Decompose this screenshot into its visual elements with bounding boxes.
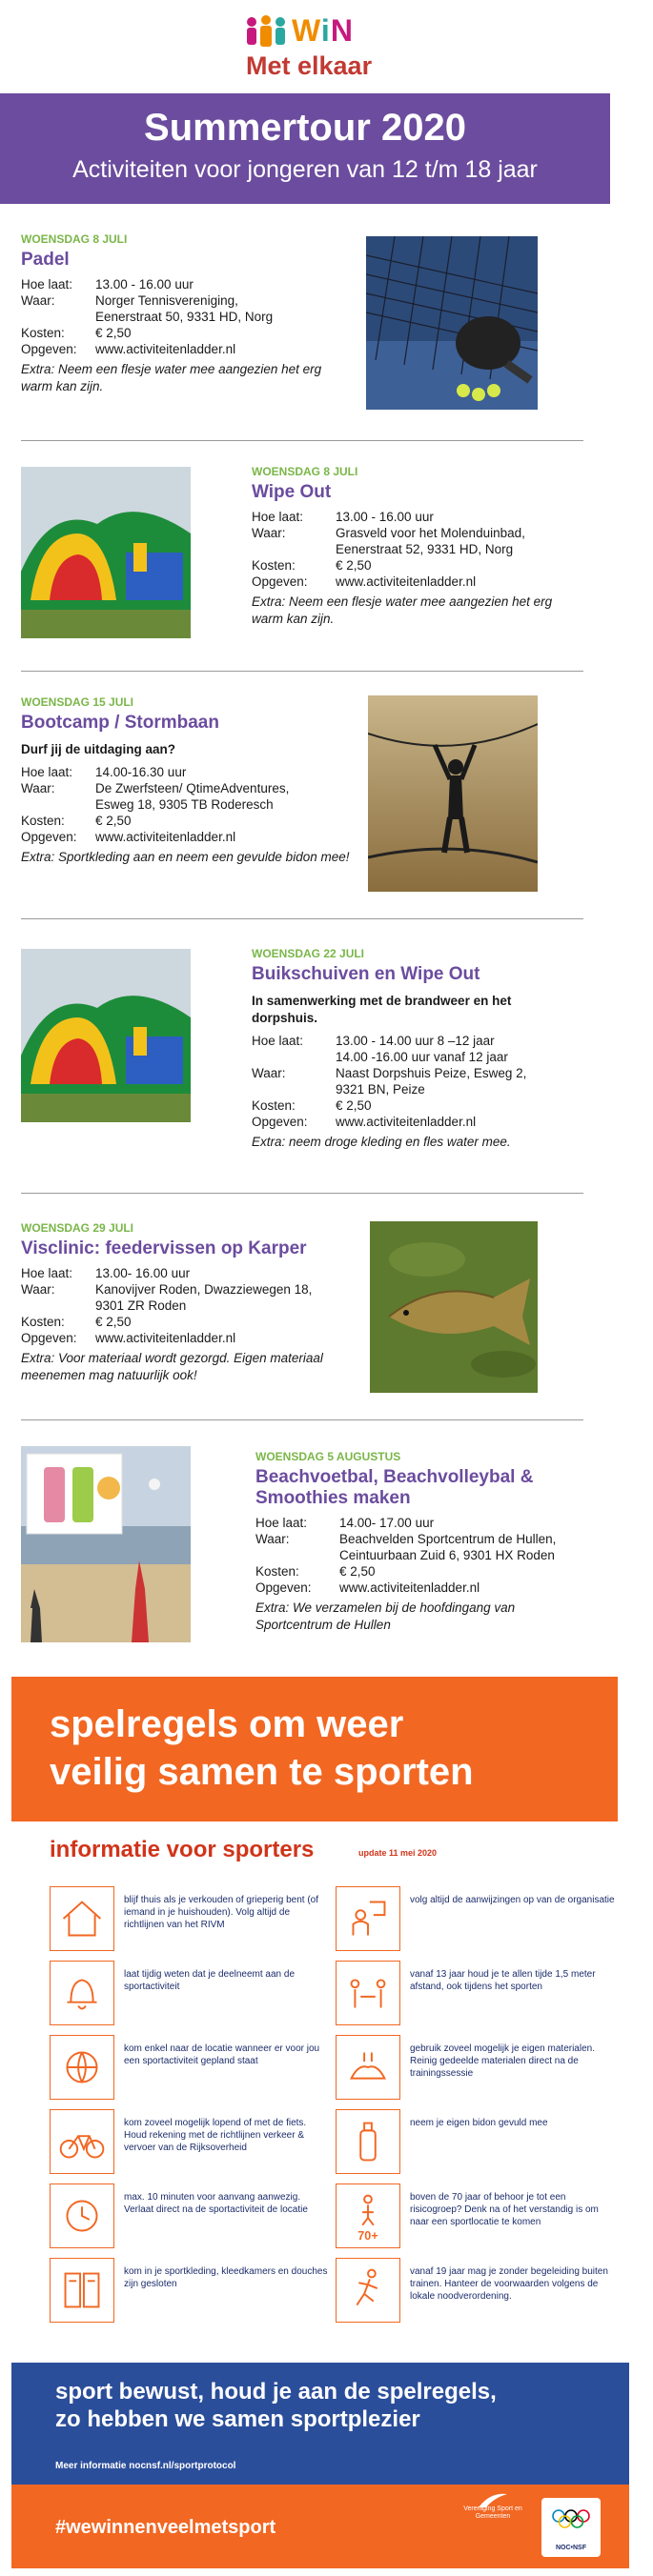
bell-icon: [51, 1962, 113, 2024]
activity-intro: In samenwerking met de brandweer en het dorpshuis.: [252, 994, 512, 1025]
activity-extra: Extra: Neem een flesje water mee aangezien het erg warm kan zijn.: [252, 594, 553, 626]
activity-extra: Extra: neem droge kleding en fles water mee.: [252, 1135, 511, 1149]
activity-extra: Extra: Voor materiaal wordt gezorgd. Eigen materiaal meenemen mag natuurlijk ook!: [21, 1351, 323, 1382]
olympic-rings-icon: [550, 2507, 592, 2530]
page-title: Summertour 2020: [144, 107, 466, 149]
signup-link[interactable]: www.activiteitenladder.nl: [336, 574, 477, 589]
activity-date: WOENSDAG 29 JULI: [21, 1221, 134, 1235]
poster-header: [11, 1677, 618, 1821]
bottle-icon: [337, 2110, 399, 2173]
bicycle-icon: [51, 2110, 113, 2173]
poster-blue-banner: [11, 2363, 629, 2485]
activity-title: Bootcamp / Stormbaan: [21, 713, 219, 733]
house-icon: [51, 1887, 113, 1950]
signup-link[interactable]: www.activiteitenladder.nl: [95, 830, 236, 844]
activity-date: WOENSDAG 5 AUGUSTUS: [255, 1450, 401, 1463]
activity-extra: Extra: Sportkleding aan en neem een gevulde bidon mee!: [21, 850, 350, 864]
activity-visclinic: [21, 1221, 374, 1384]
runner-icon: [337, 2259, 399, 2322]
activity-details: Hoe laat: 14.00- 17.00 uur Waar: Beachvelden Sportcentrum de Hullen, Ceintuurbaan Zuid 6, 9301 HX Roden Kosten: € 2,50 Opgeven: www.activiteitenladder.nl: [255, 1516, 557, 1595]
noc-nsf-logo: NOC•NSF: [541, 2498, 601, 2557]
vsg-label: Vereniging Sport en Gemeenten: [463, 2506, 522, 2520]
buikschuiven-photo: [21, 949, 191, 1122]
activity-title: Padel: [21, 250, 70, 270]
divider: [21, 1193, 583, 1194]
activity-details: Hoe laat: 13.00 - 14.00 uur 8 –12 jaar 14.00 -16.00 uur vanaf 12 jaar Waar: Naast Dorpshuis Peize, Esweg 2, 9321 BN, Peize Kosten: € 2,50 Opgeven: www.activiteitenladder.nl: [252, 1034, 527, 1129]
poster-footer: [11, 2485, 629, 2568]
activity-details: Hoe laat: 13.00 - 16.00 uur Waar: Grasveld voor het Molenduinbad, Eenerstraat 52, 9331 HD, Norg Kosten: € 2,50 Opgeven: www.activiteitenladder.nl: [252, 510, 525, 589]
rule-bike: kom zoveel mogelijk lopend of met de fiets. Houd rekening met de richtlijnen verkeer & vervoer van de Rijksoverheid: [50, 2109, 336, 2176]
divider: [21, 440, 583, 441]
divider: [21, 1419, 583, 1420]
locker-icon: [51, 2259, 113, 2322]
rule-ten-minutes: max. 10 minuten voor aanvang aanwezig. Verlaat direct na de sportactiviteit de locatie: [50, 2184, 336, 2250]
poster-headline: spelregels om weer veilig samen te sporten: [50, 1703, 474, 1793]
activity-date: WOENSDAG 22 JULI: [252, 947, 365, 960]
svg-text:70+: 70+: [357, 2229, 378, 2244]
rule-stay-home: blijf thuis als je verkouden of grieperig bent (of iemand in je huishouden). Volg altijd de richtlijnen van het RIVM: [50, 1886, 336, 1953]
rule-register: laat tijdig weten dat je deelneemt aan de sportactiviteit: [50, 1961, 336, 2027]
activity-bootcamp: [21, 695, 364, 866]
activity-date: WOENSDAG 8 JULI: [252, 465, 358, 478]
divider: [21, 671, 583, 672]
rule-outside-training: vanaf 19 jaar mag je zonder begeleiding buiten trainen. Hanteer de voorwaarden volgens de lokale noodverordening.: [336, 2258, 622, 2324]
spelregels-poster: [11, 1677, 629, 2563]
activity-details: Hoe laat: 14.00-16.30 uur Waar: De Zwerfsteen/ QtimeAdventures, Esweg 18, 9305 TB Roderesch Kosten: € 2,50 Opgeven: www.activiteitenladder.nl: [21, 765, 290, 844]
activity-details: Hoe laat: 13.00 - 16.00 uur Waar: Norger Tennisvereniging, Eenerstraat 50, 9331 HD, Norg Kosten: € 2,50 Opgeven: www.activiteitenladder.nl: [21, 277, 274, 356]
logo-win-text: WiN: [292, 13, 354, 48]
bootcamp-photo: [368, 695, 538, 892]
people-figures-icon: [244, 15, 288, 50]
rule-instructions: volg altijd de aanwijzingen op van de organisatie: [336, 1886, 622, 1953]
activity-extra: Extra: Neem een flesje water mee aangezien het erg warm kan zijn.: [21, 362, 322, 393]
distance-icon: [337, 1962, 399, 2024]
rule-distance: vanaf 13 jaar houd je te allen tijde 1,5 meter afstand, ook tijdens het sporten: [336, 1961, 622, 2027]
activity-wipe-out: [252, 465, 576, 628]
activity-date: WOENSDAG 8 JULI: [21, 232, 128, 246]
divider: [21, 918, 583, 919]
elderly-icon: [337, 2184, 399, 2247]
rule-planned-only: kom enkel naar de locatie wanneer er voor jou een sportactiviteit gepland staat: [50, 2035, 336, 2102]
hands-wash-icon: [337, 2036, 399, 2099]
activity-title: Beachvoetbal, Beachvolleybal & Smoothies maken: [255, 1467, 534, 1508]
clock-icon: [51, 2184, 113, 2247]
activity-intro: Durf jij de uitdaging aan?: [21, 742, 175, 756]
rule-sport-clothes: kom in je sportkleding, kleedkamers en douches zijn gesloten: [50, 2258, 336, 2324]
activity-title: Wipe Out: [252, 482, 332, 502]
instructor-icon: [337, 1887, 399, 1950]
activity-title: Buikschuiven en Wipe Out: [252, 964, 480, 984]
rule-bidon: neem je eigen bidon gevuld mee: [336, 2109, 622, 2176]
signup-link[interactable]: www.activiteitenladder.nl: [339, 1580, 480, 1595]
info-heading: informatie voor sporters: [50, 1837, 315, 1862]
rule-own-materials: gebruik zoveel mogelijk je eigen materialen. Reinig gedeelde materialen direct na de trainingssessie: [336, 2035, 622, 2102]
activity-beach: [255, 1450, 589, 1634]
activity-extra: Extra: We verzamelen bij de hoofdingang van Sportcentrum de Hullen: [255, 1600, 516, 1632]
activity-buikschuiven: [252, 947, 576, 1151]
rule-risk-group: 70+ boven de 70 jaar of behoor je tot een risicogroep? Denk na of het verstandig is om naar een sportlocatie te komen: [336, 2184, 622, 2250]
slogan: sport bewust, houd je aan de spelregels, zo hebben we samen sportplezier: [55, 2379, 497, 2432]
beach-photo: [21, 1446, 191, 1642]
info-date: update 11 mei 2020: [358, 1848, 438, 1858]
activity-title: Visclinic: feedervissen op Karper: [21, 1238, 307, 1258]
more-info-link[interactable]: Meer informatie nocnsf.nl/sportprotocol: [55, 2461, 236, 2471]
carp-fish-photo: [370, 1221, 538, 1393]
win-logo: [244, 11, 387, 80]
activity-details: Hoe laat: 13.00- 16.00 uur Waar: Kanovijver Roden, Dwazziewegen 18, 9301 ZR Roden Kosten: € 2,50 Opgeven: www.activiteitenladder.nl: [21, 1266, 313, 1345]
hashtag: #wewinnenveelmetsport: [55, 2517, 276, 2538]
title-banner: [0, 93, 610, 204]
logo-subtitle: Met elkaar: [246, 51, 373, 80]
padel-photo: [366, 236, 538, 410]
signup-link[interactable]: www.activiteitenladder.nl: [336, 1115, 477, 1129]
wipeout-photo: [21, 467, 191, 638]
signup-link[interactable]: www.activiteitenladder.nl: [95, 342, 236, 356]
signup-link[interactable]: www.activiteitenladder.nl: [95, 1331, 236, 1345]
page-subtitle: Activiteiten voor jongeren van 12 t/m 18 jaar: [72, 156, 538, 183]
ball-icon: [51, 2036, 113, 2099]
activity-date: WOENSDAG 15 JULI: [21, 695, 134, 709]
